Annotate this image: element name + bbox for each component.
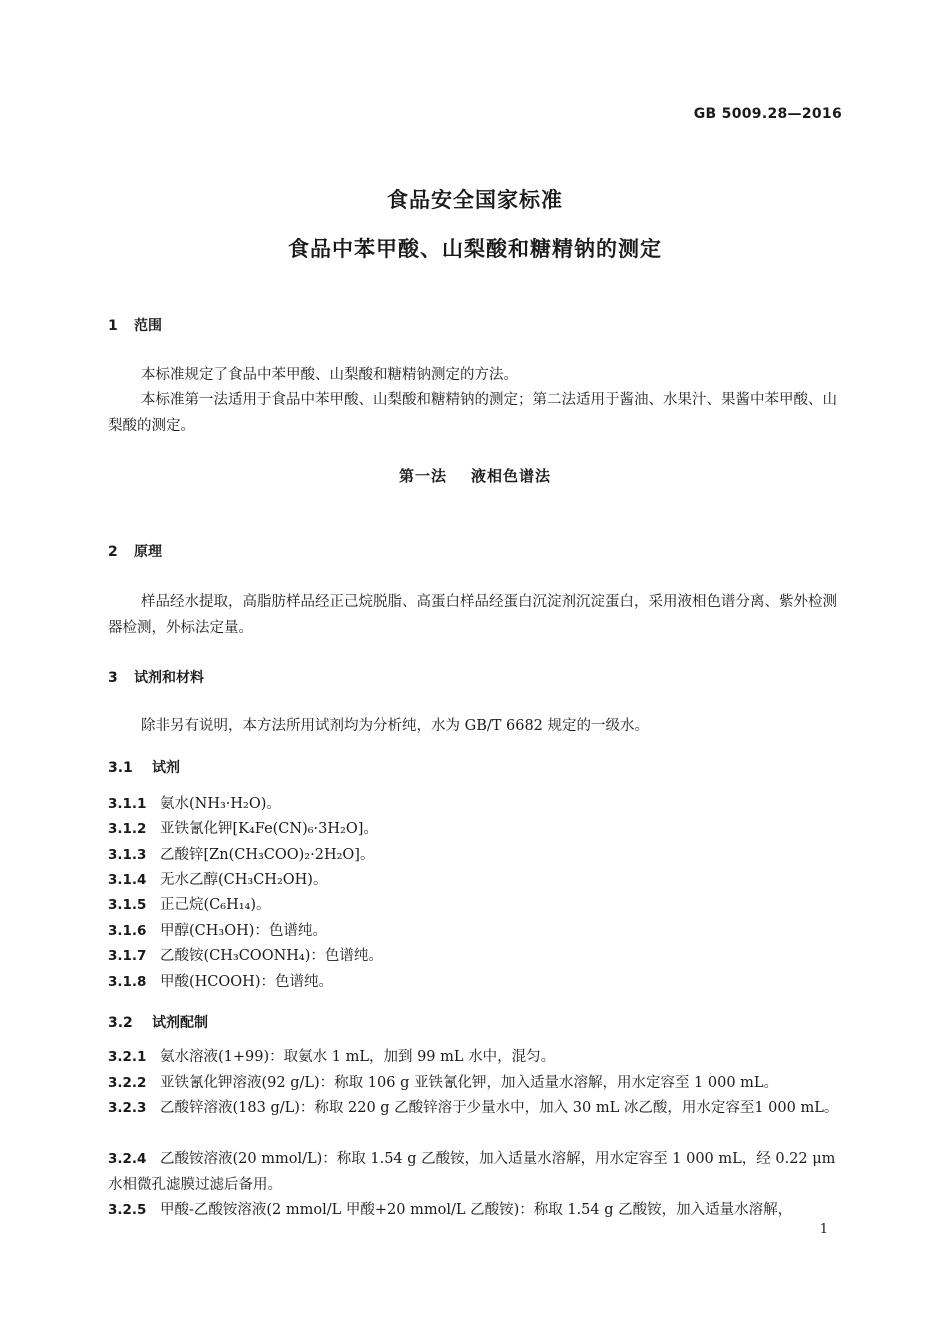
item-number: 3.1.5 [108, 897, 147, 913]
item-number: 3.1.4 [108, 872, 147, 888]
preparation-item [108, 1197, 842, 1223]
sub-title: 食品中苯甲酸、山梨酸和糖精钠的测定 [288, 237, 662, 261]
section-title: 范围 [134, 318, 162, 334]
item-text: 氨水(NH₃·H₂O)。 [160, 796, 281, 812]
item-number: 3.1.6 [108, 923, 147, 939]
section-title: 试剂 [152, 760, 180, 776]
item-number: 3.2.5 [108, 1202, 147, 1218]
section-2-paragraph: 样品经水提取，高脂肪样品经正己烷脱脂、高蛋白样品经蛋白沉淀剂沉淀蛋白，采用液相色谱分离、紫外检测器检测，外标法定量。 [108, 594, 837, 636]
standard-code: GB 5009.28—2016 [693, 106, 842, 122]
section-3-1-heading [108, 757, 180, 777]
item-text: 乙酸铵(CH₃COONH₄)：色谱纯。 [160, 948, 383, 964]
item-number: 3.2.4 [108, 1151, 147, 1167]
preparation-item [108, 1095, 842, 1121]
item-text: 甲醇(CH₃OH)：色谱纯。 [160, 923, 327, 939]
section-title: 试剂配制 [152, 1015, 208, 1031]
item-text: 乙酸锌[Zn(CH₃COO)₂·2H₂O]。 [160, 847, 375, 863]
item-text: 无水乙醇(CH₃CH₂OH)。 [160, 872, 328, 888]
section-1-heading [108, 315, 162, 335]
reagent-item [108, 943, 842, 969]
item-number: 3.1.7 [108, 948, 147, 964]
method-label: 第一法 [398, 467, 447, 485]
section-number: 1 [108, 318, 118, 334]
item-number: 3.1.3 [108, 847, 147, 863]
page-number: 1 [819, 1222, 828, 1237]
item-text: 甲酸-乙酸铵溶液(2 mmol/L 甲酸+20 mmol/L 乙酸铵)：称取 1.54 g 乙酸铵，加入适量水溶解， [160, 1202, 793, 1218]
method-name: 液相色谱法 [471, 467, 552, 485]
section-1-paragraph-1: 本标准规定了食品中苯甲酸、山梨酸和糖精钠测定的方法。 [141, 367, 518, 383]
preparation-item [108, 1146, 842, 1198]
section-number: 3.1 [108, 760, 133, 776]
section-3-heading [108, 667, 204, 687]
item-number: 3.2.1 [108, 1049, 147, 1065]
reagent-item [108, 842, 842, 868]
preparation-item [108, 1044, 842, 1070]
item-text: 亚铁氰化钾溶液(92 g/L)：称取 106 g 亚铁氰化钾，加入适量水溶解，用水定容至 1 000 mL。 [160, 1075, 779, 1091]
main-title: 食品安全国家标准 [387, 188, 563, 212]
section-number: 2 [108, 544, 118, 560]
section-title: 原理 [134, 544, 162, 560]
item-number: 3.2.3 [108, 1100, 147, 1116]
section-title: 试剂和材料 [134, 670, 204, 686]
reagent-item [108, 816, 842, 842]
item-text: 乙酸锌溶液(183 g/L)：称取 220 g 乙酸锌溶于少量水中，加入 30 mL 冰乙酸，用水定容至1 000 mL。 [160, 1100, 839, 1116]
item-text: 亚铁氰化钾[K₄Fe(CN)₆·3H₂O]。 [160, 821, 378, 837]
reagent-item [108, 791, 842, 817]
item-text: 氨水溶液(1+99)：取氨水 1 mL，加到 99 mL 水中，混匀。 [160, 1049, 556, 1065]
item-text: 乙酸铵溶液(20 mmol/L)：称取 1.54 g 乙酸铵，加入适量水溶解，用水定容至 1 000 mL，经 0.22 μm水相微孔滤膜过滤后备用。 [108, 1151, 836, 1193]
reagent-item [108, 867, 842, 893]
item-number: 3.1.1 [108, 796, 147, 812]
reagent-item [108, 892, 842, 918]
item-text: 甲酸(HCOOH)：色谱纯。 [160, 974, 333, 990]
item-text: 正己烷(C₆H₁₄)。 [160, 897, 271, 913]
item-number: 3.2.2 [108, 1075, 147, 1091]
section-3-2-heading [108, 1012, 208, 1032]
method-heading [0, 465, 950, 486]
section-1-paragraph-2: 本标准第一法适用于食品中苯甲酸、山梨酸和糖精钠的测定；第二法适用于酱油、水果汁、果酱中苯甲酸、山梨酸的测定。 [108, 392, 837, 434]
item-number: 3.1.2 [108, 821, 147, 837]
reagent-item [108, 969, 842, 995]
section-number: 3 [108, 670, 118, 686]
reagent-item [108, 918, 842, 944]
section-number: 3.2 [108, 1015, 133, 1031]
section-2-heading [108, 541, 162, 561]
item-number: 3.1.8 [108, 974, 147, 990]
section-3-paragraph: 除非另有说明，本方法所用试剂均为分析纯，水为 GB/T 6682 规定的一级水。 [141, 718, 650, 734]
preparation-item [108, 1070, 842, 1096]
